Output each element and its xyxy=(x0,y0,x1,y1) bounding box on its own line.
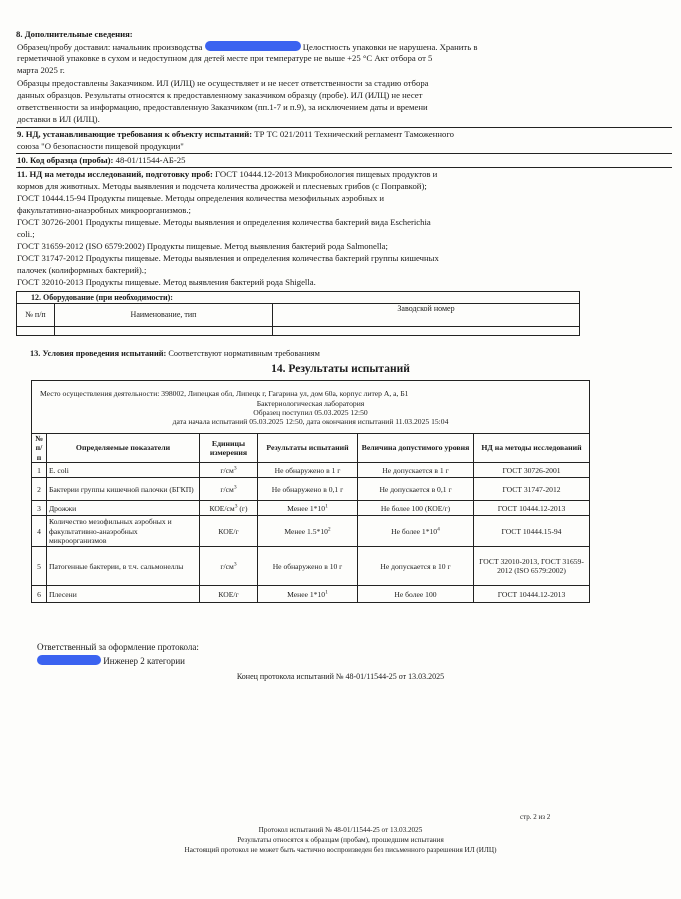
section8-line3: марта 2025 г. xyxy=(17,65,65,75)
table-row xyxy=(32,501,590,516)
col-method: НД на методы исследований xyxy=(474,434,590,463)
section8-line2: герметичной упаковке в сухом и недоступном для детей месте при температуре не выше +25 °C Акт отбора от 5 xyxy=(17,53,433,63)
section9-value1: ТР ТС 021/2011 Технический регламент Таможенного xyxy=(252,129,455,139)
section9-line1 xyxy=(17,129,454,141)
section11-method-1: ГОСТ 10444.12-2013 Микробиология пищевых продуктов и xyxy=(212,169,438,179)
equipment-col-num: № п/п xyxy=(17,304,55,327)
conditions-value: Соответствуют нормативным требованиям xyxy=(166,349,320,358)
section11-method-line: ГОСТ 31659-2012 (ISO 6579:2002) Продукты пищевые. Метод выявления бактерий рода Salmonella; xyxy=(17,241,388,251)
col-limit: Величина допустимого уровня xyxy=(358,434,474,463)
section11-method-line: ГОСТ 10444.15-94 Продукты пищевые. Методы определения количества мезофильных аэробных и xyxy=(17,193,385,203)
section11-method-line: ГОСТ 30726-2001 Продукты пищевые. Методы выявления и определения количества бактерий вида Escherichia xyxy=(17,217,431,227)
row-unit: $г/см^3$ xyxy=(200,463,258,478)
row-method: ГОСТ 10444.15-94 xyxy=(474,516,590,547)
row-result: Менее $1*10^1$ xyxy=(258,501,358,516)
sample-code: 48-01/11544-АБ-25 xyxy=(113,155,186,165)
divider-10 xyxy=(16,167,672,168)
row-limit: Не допускается в 10 г xyxy=(358,547,474,586)
row-indicator: Дрожжи xyxy=(47,501,200,516)
row-result: Не обнаружено в 0,1 г xyxy=(258,478,358,501)
responsible-label: Ответственный за оформление протокола: xyxy=(37,642,199,652)
row-unit: $г/см^3$ xyxy=(200,547,258,586)
protocol-end-note: Конец протокола испытаний № 48-01/11544-25 от 13.03.2025 xyxy=(236,672,445,681)
divider-8 xyxy=(16,127,672,128)
sample-received: Образец поступил 05.03.2025 12:50 xyxy=(253,408,368,417)
equipment-table xyxy=(16,291,580,336)
equipment-empty-cell xyxy=(273,327,580,336)
divider-9 xyxy=(16,153,672,154)
row-indicator: E. coli xyxy=(47,463,200,478)
section11-method-line: ГОСТ 32010-2013 Продукты пищевые. Метод выявления бактерий рода Shigella. xyxy=(17,277,316,287)
activity-place: Место осуществления деятельности: 398002, Липецкая обл, Липецк г, Гагарина ул, дом 60а, корпус литер А, а, Б1 xyxy=(40,389,409,399)
section11-method-line: палочек (колиформных бактерий).; xyxy=(17,265,147,275)
row-num: 4 xyxy=(32,516,47,547)
test-dates: дата начала испытаний 05.03.2025 12:50, дата окончания испытаний 11.03.2025 15:04 xyxy=(172,417,449,427)
row-result: Не обнаружено в 1 г xyxy=(258,463,358,478)
section8-heading: 8. Дополнительные сведения: xyxy=(16,29,133,39)
row-indicator: Количество мезофильных аэробных и факультативно-анаэробных микроорганизмов xyxy=(47,516,200,547)
delivered-by-text: Образец/пробу доставил: начальник производства xyxy=(17,42,203,52)
row-limit: Не более $1*10^4$ xyxy=(358,516,474,547)
row-unit: $г/см^3$ xyxy=(200,478,258,501)
row-result: Менее $1*10^1$ xyxy=(258,586,358,603)
row-limit: Не допускается в 0,1 г xyxy=(358,478,474,501)
section11-label: 11. НД на методы исследований, подготовку проб: xyxy=(17,169,213,179)
row-indicator: Плесени xyxy=(47,586,200,603)
section13-label: 13. Условия проведения испытаний: xyxy=(30,349,167,358)
row-num: 1 xyxy=(32,463,47,478)
responsible-line xyxy=(37,655,185,668)
row-num: 5 xyxy=(32,547,47,586)
table-row xyxy=(32,516,590,547)
package-integrity-text: Целостность упаковки не нарушена. Хранить в xyxy=(302,42,478,52)
row-limit: Не более 100 (КОЕ/г) xyxy=(358,501,474,516)
section11-method-line: ГОСТ 31747-2012 Продукты пищевые. Методы выявления и определения количества бактерий группы кишечных xyxy=(17,253,439,263)
equipment-empty-cell xyxy=(55,327,273,336)
equipment-col-serial: Заводской номер xyxy=(273,304,580,327)
row-limit: Не допускается в 1 г xyxy=(358,463,474,478)
row-method: ГОСТ 30726-2001 xyxy=(474,463,590,478)
col-units: Единицы измерения xyxy=(200,434,258,463)
section9-value2: союза "О безопасности пищевой продукции" xyxy=(17,141,184,151)
row-limit: Не более 100 xyxy=(358,586,474,603)
section11-method-line: факультативно-анаэробных микроорганизмов.; xyxy=(17,205,191,215)
results-info-cell xyxy=(32,381,590,434)
table-row xyxy=(32,547,590,586)
section8-line4: Образцы предоставлены Заказчиком. ИЛ (ИЛЦ) не осуществляет и не несет ответственности за стадию отбора xyxy=(17,78,429,88)
section8-line5: данных образцов. Результаты относятся к предоставленному заказчиком образцу (пробе). ИЛ (ИЛЦ) не несет xyxy=(17,90,423,100)
responsible-position: Инженер 2 категории xyxy=(103,656,185,666)
section11-method-line: кормов для животных. Методы выявления и подсчета количества дрожжей и плесневых грибов (с Поправкой); xyxy=(17,181,427,191)
section10-label: 10. Код образца (пробы): xyxy=(17,155,114,165)
section11-line1 xyxy=(17,169,437,181)
row-indicator: Бактерии группы кишечной палочки (БГКП) xyxy=(47,478,200,501)
row-result: Не обнаружено в 10 г xyxy=(258,547,358,586)
row-method: ГОСТ 10444.12-2013 xyxy=(474,586,590,603)
equipment-title: 12. Оборудование (при необходимости): xyxy=(17,292,580,304)
section10-line xyxy=(17,155,185,167)
table-row xyxy=(32,478,590,501)
results-table xyxy=(31,380,590,603)
results-title: 14. Результаты испытаний xyxy=(271,363,410,375)
footer-line1: Протокол испытаний № 48-01/11544-25 от 13.03.2025 xyxy=(258,826,423,834)
section9-label: 9. НД, устанавливающие требования к объекту испытаний: xyxy=(17,129,253,139)
table-row xyxy=(32,463,590,478)
footer-line2: Результаты относятся к образцам (пробам), прошедшим испытания xyxy=(237,836,444,844)
row-unit: КОЕ/$см^3$ (г) xyxy=(200,501,258,516)
row-result: Менее $1.5*10^2$ xyxy=(258,516,358,547)
row-num: 2 xyxy=(32,478,47,501)
row-num: 6 xyxy=(32,586,47,603)
col-indicator: Определяемые показатели xyxy=(47,434,200,463)
row-method: ГОСТ 32010-2013, ГОСТ 31659-2012 (ISO 6579:2002) xyxy=(474,547,590,586)
footer-line3: Настоящий протокол не может быть частично воспроизведен без письменного разрешения ИЛ (ИЛЦ) xyxy=(184,846,497,854)
redacted-name-block xyxy=(205,41,301,51)
col-num: № п/п xyxy=(32,434,47,463)
row-method: ГОСТ 31747-2012 xyxy=(474,478,590,501)
row-unit: КОЕ/г xyxy=(200,516,258,547)
col-result: Результаты испытаний xyxy=(258,434,358,463)
row-num: 3 xyxy=(32,501,47,516)
section8-line1 xyxy=(17,41,477,54)
section11-method-line: coli.; xyxy=(17,229,35,239)
section13-line xyxy=(30,348,320,360)
section8-line7: доставки в ИЛ (ИЛЦ). xyxy=(17,114,100,124)
redacted-responsible-name xyxy=(37,655,101,665)
table-row xyxy=(32,586,590,603)
row-method: ГОСТ 10444.12-2013 xyxy=(474,501,590,516)
page-number: стр. 2 из 2 xyxy=(520,813,551,821)
laboratory-name: Бактериологическая лаборатория xyxy=(256,398,365,408)
row-unit: КОЕ/г xyxy=(200,586,258,603)
equipment-col-name: Наименование, тип xyxy=(55,304,273,327)
section8-line6: ответственности за информацию, предоставленную Заказчиком (пп.1-7 и п.9), за исключением даты и времени xyxy=(17,102,428,112)
equipment-empty-cell xyxy=(17,327,55,336)
row-indicator: Патогенные бактерии, в т.ч. сальмонеллы xyxy=(47,547,200,586)
